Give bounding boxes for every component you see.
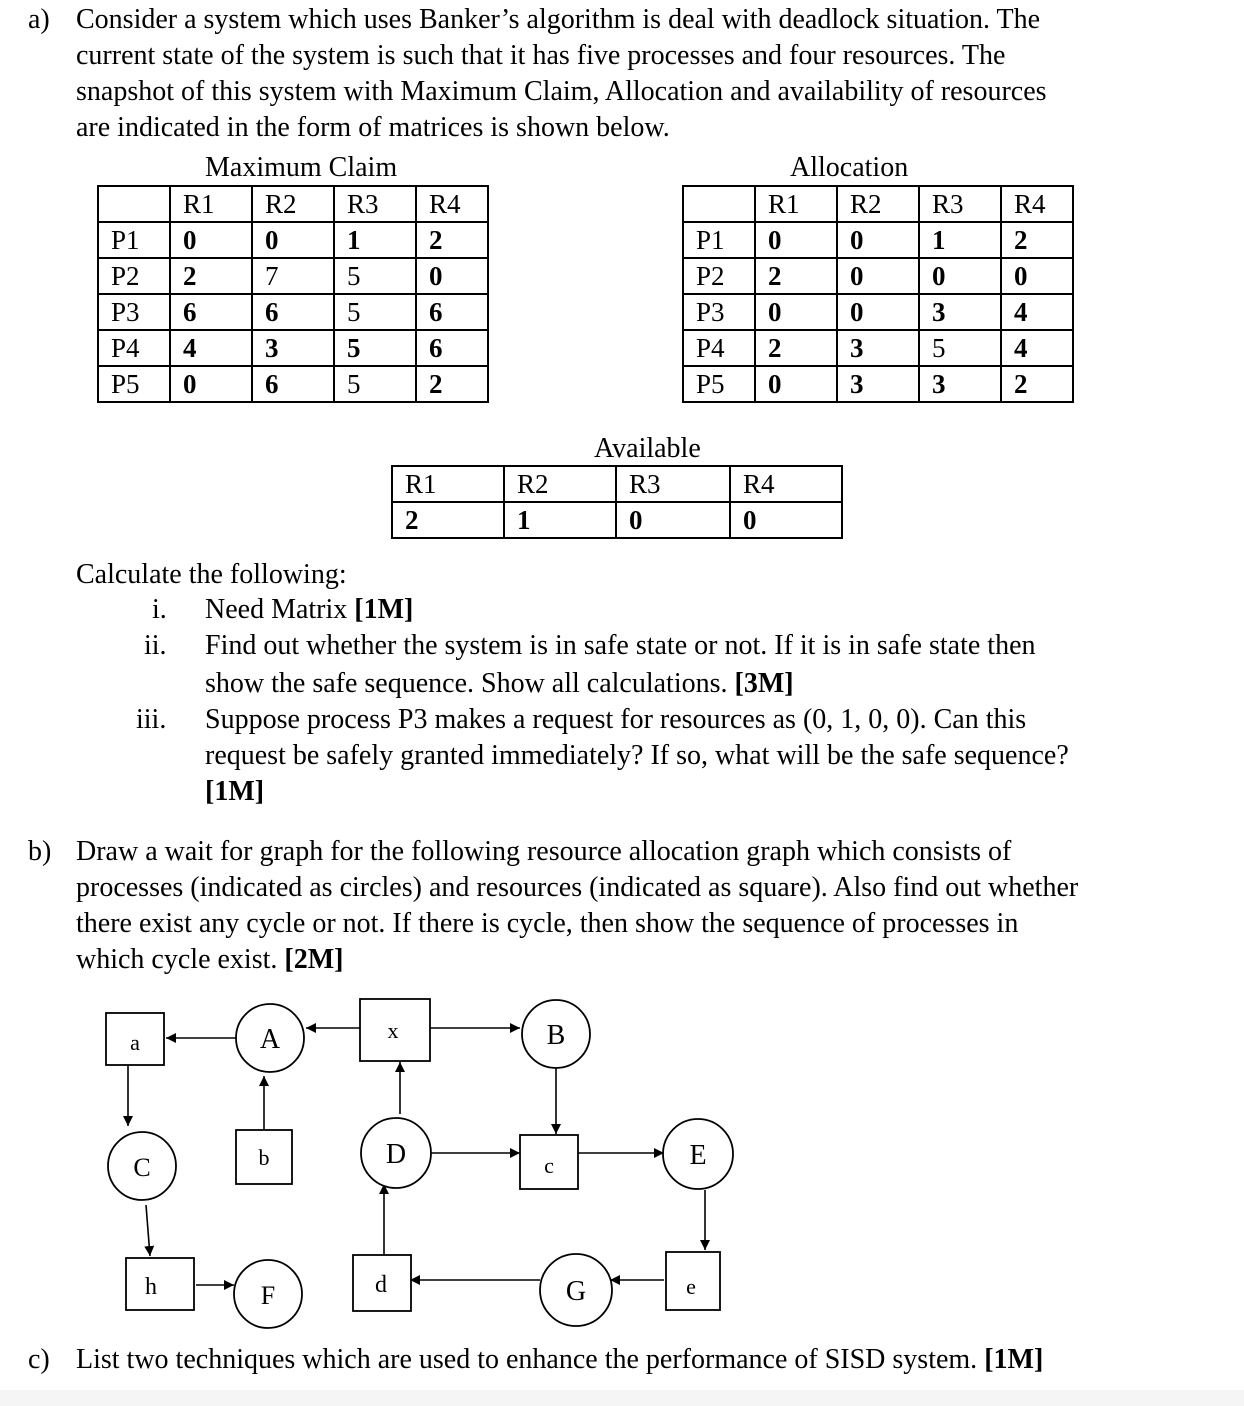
- process-E-label: E: [689, 1140, 707, 1171]
- item-iii-line-1: Suppose process P3 makes a request for resources as (0, 1, 0, 0). Can this: [205, 704, 1027, 735]
- part-b-mark: [2M]: [284, 944, 344, 975]
- process-label: P5: [683, 366, 755, 402]
- table-cell: 5: [334, 294, 416, 330]
- part-a-line-3: snapshot of this system with Maximum Claim, Allocation and availability of resources: [76, 76, 1047, 107]
- max-claim-title: Maximum Claim: [205, 152, 398, 183]
- item-iii-mark: [1M]: [205, 776, 265, 807]
- table-cell: 2: [1001, 222, 1073, 258]
- process-label: P3: [683, 294, 755, 330]
- column-header: R4: [416, 186, 488, 222]
- column-header: R2: [837, 186, 919, 222]
- item-ii-line-1: Find out whether the system is in safe state or not. If it is in safe state then: [205, 630, 1036, 661]
- table-cell: 2: [755, 330, 837, 366]
- part-a-line-4: are indicated in the form of matrices is shown below.: [76, 112, 670, 143]
- table-cell: 3: [837, 366, 919, 402]
- item-i-line: Need Matrix: [205, 594, 355, 625]
- process-label: P1: [683, 222, 755, 258]
- table-cell: 0: [755, 294, 837, 330]
- table-cell: 1: [919, 222, 1001, 258]
- part-b-line-2: processes (indicated as circles) and resources (indicated as square). Also find out whether: [76, 872, 1079, 903]
- item-i-number: i.: [152, 594, 167, 625]
- column-header: R4: [730, 466, 842, 502]
- table-cell: 2: [392, 502, 504, 538]
- process-label: P3: [98, 294, 170, 330]
- resource-b-label: b: [258, 1145, 270, 1170]
- resource-x-label: x: [387, 1018, 399, 1043]
- table-cell: 0: [837, 222, 919, 258]
- process-label: P2: [98, 258, 170, 294]
- part-c-mark: [1M]: [984, 1344, 1044, 1375]
- table-cell: 0: [919, 258, 1001, 294]
- table-cell: 6: [252, 294, 334, 330]
- part-c-line: [76, 1342, 1043, 1378]
- table-cell: 6: [416, 330, 488, 366]
- process-A-label: A: [259, 1024, 281, 1055]
- table-cell: 5: [334, 366, 416, 402]
- column-header: R4: [1001, 186, 1073, 222]
- process-label: P5: [98, 366, 170, 402]
- table-cell: 1: [334, 222, 416, 258]
- table-cell: 3: [919, 294, 1001, 330]
- table-cell: 2: [416, 222, 488, 258]
- table-cell: 3: [837, 330, 919, 366]
- bottom-strip: [0, 1390, 1244, 1406]
- process-label: P4: [683, 330, 755, 366]
- column-header: R2: [504, 466, 616, 502]
- part-c-marker: c): [28, 1344, 50, 1375]
- part-a-line-1: Consider a system which uses Banker’s algorithm is deal with deadlock situation. The: [76, 4, 1041, 35]
- column-header: R3: [616, 466, 730, 502]
- item-ii-mark: [3M]: [734, 668, 794, 699]
- table-cell: 6: [416, 294, 488, 330]
- available-title: Available: [594, 433, 701, 464]
- column-header: R1: [392, 466, 504, 502]
- resource-h-label: h: [145, 1274, 157, 1300]
- table-cell: 1: [504, 502, 616, 538]
- resource-d-label: d: [375, 1272, 387, 1298]
- item-iii-number: iii.: [136, 704, 167, 735]
- table-cell: 0: [837, 258, 919, 294]
- part-a-line-2: current state of the system is such that it has five processes and four resources. The: [76, 40, 1006, 71]
- table-cell: 2: [755, 258, 837, 294]
- item-i-mark: [1M]: [354, 594, 414, 625]
- process-D-label: D: [385, 1139, 407, 1170]
- table-cell: 2: [170, 258, 252, 294]
- table-cell: 2: [1001, 366, 1073, 402]
- process-B-label: B: [546, 1020, 566, 1051]
- resource-e-label: e: [686, 1274, 696, 1299]
- column-header: R1: [170, 186, 252, 222]
- table-cell: 0: [170, 222, 252, 258]
- column-header: R1: [755, 186, 837, 222]
- table-cell: 3: [919, 366, 1001, 402]
- table-cell: 4: [1001, 294, 1073, 330]
- table-cell: 0: [616, 502, 730, 538]
- table-cell: 0: [837, 294, 919, 330]
- calc-intro: Calculate the following:: [76, 559, 347, 590]
- resource-h: [126, 1258, 194, 1310]
- item-ii-line: show the safe sequence. Show all calculations.: [205, 668, 735, 699]
- table-cell: 0: [1001, 258, 1073, 294]
- part-a-marker: a): [28, 4, 50, 35]
- process-G-label: G: [565, 1276, 587, 1307]
- table-cell: 0: [170, 366, 252, 402]
- part-c-text: List two techniques which are used to enhance the performance of SISD system.: [76, 1344, 985, 1375]
- process-C-label: C: [133, 1153, 151, 1182]
- table-cell: 4: [1001, 330, 1073, 366]
- part-b-last-line: which cycle exist.: [76, 944, 285, 975]
- process-label: P2: [683, 258, 755, 294]
- table-cell: 5: [334, 330, 416, 366]
- column-header: R3: [919, 186, 1001, 222]
- part-b-marker: b): [28, 836, 52, 867]
- item-ii-number: ii.: [144, 630, 167, 661]
- resource-a-label: a: [130, 1030, 140, 1055]
- table-cell: 7: [252, 258, 334, 294]
- process-label: P1: [98, 222, 170, 258]
- part-b-line-3: there exist any cycle or not. If there is cycle, then show the sequence of processes in: [76, 908, 1019, 939]
- process-F-label: F: [260, 1281, 276, 1310]
- item-iii-line-2: request be safely granted immediately? If so, what will be the safe sequence?: [205, 740, 1069, 771]
- allocation-title: Allocation: [790, 152, 909, 183]
- table-cell: 5: [334, 258, 416, 294]
- edge-C-h: [146, 1205, 150, 1256]
- process-label: P4: [98, 330, 170, 366]
- table-cell: 2: [416, 366, 488, 402]
- table-cell: 4: [170, 330, 252, 366]
- table-cell: 3: [252, 330, 334, 366]
- table-cell: 6: [170, 294, 252, 330]
- resource-c-label: c: [544, 1153, 554, 1178]
- table-cell: 0: [755, 222, 837, 258]
- table-cell: 6: [252, 366, 334, 402]
- table-cell: 0: [755, 366, 837, 402]
- table-cell: 0: [730, 502, 842, 538]
- table-cell: 5: [919, 330, 1001, 366]
- table-cell: 0: [252, 222, 334, 258]
- column-header: R3: [334, 186, 416, 222]
- column-header: R2: [252, 186, 334, 222]
- part-b-line-1: Draw a wait for graph for the following resource allocation graph which consists of: [76, 836, 1012, 867]
- table-cell: 0: [416, 258, 488, 294]
